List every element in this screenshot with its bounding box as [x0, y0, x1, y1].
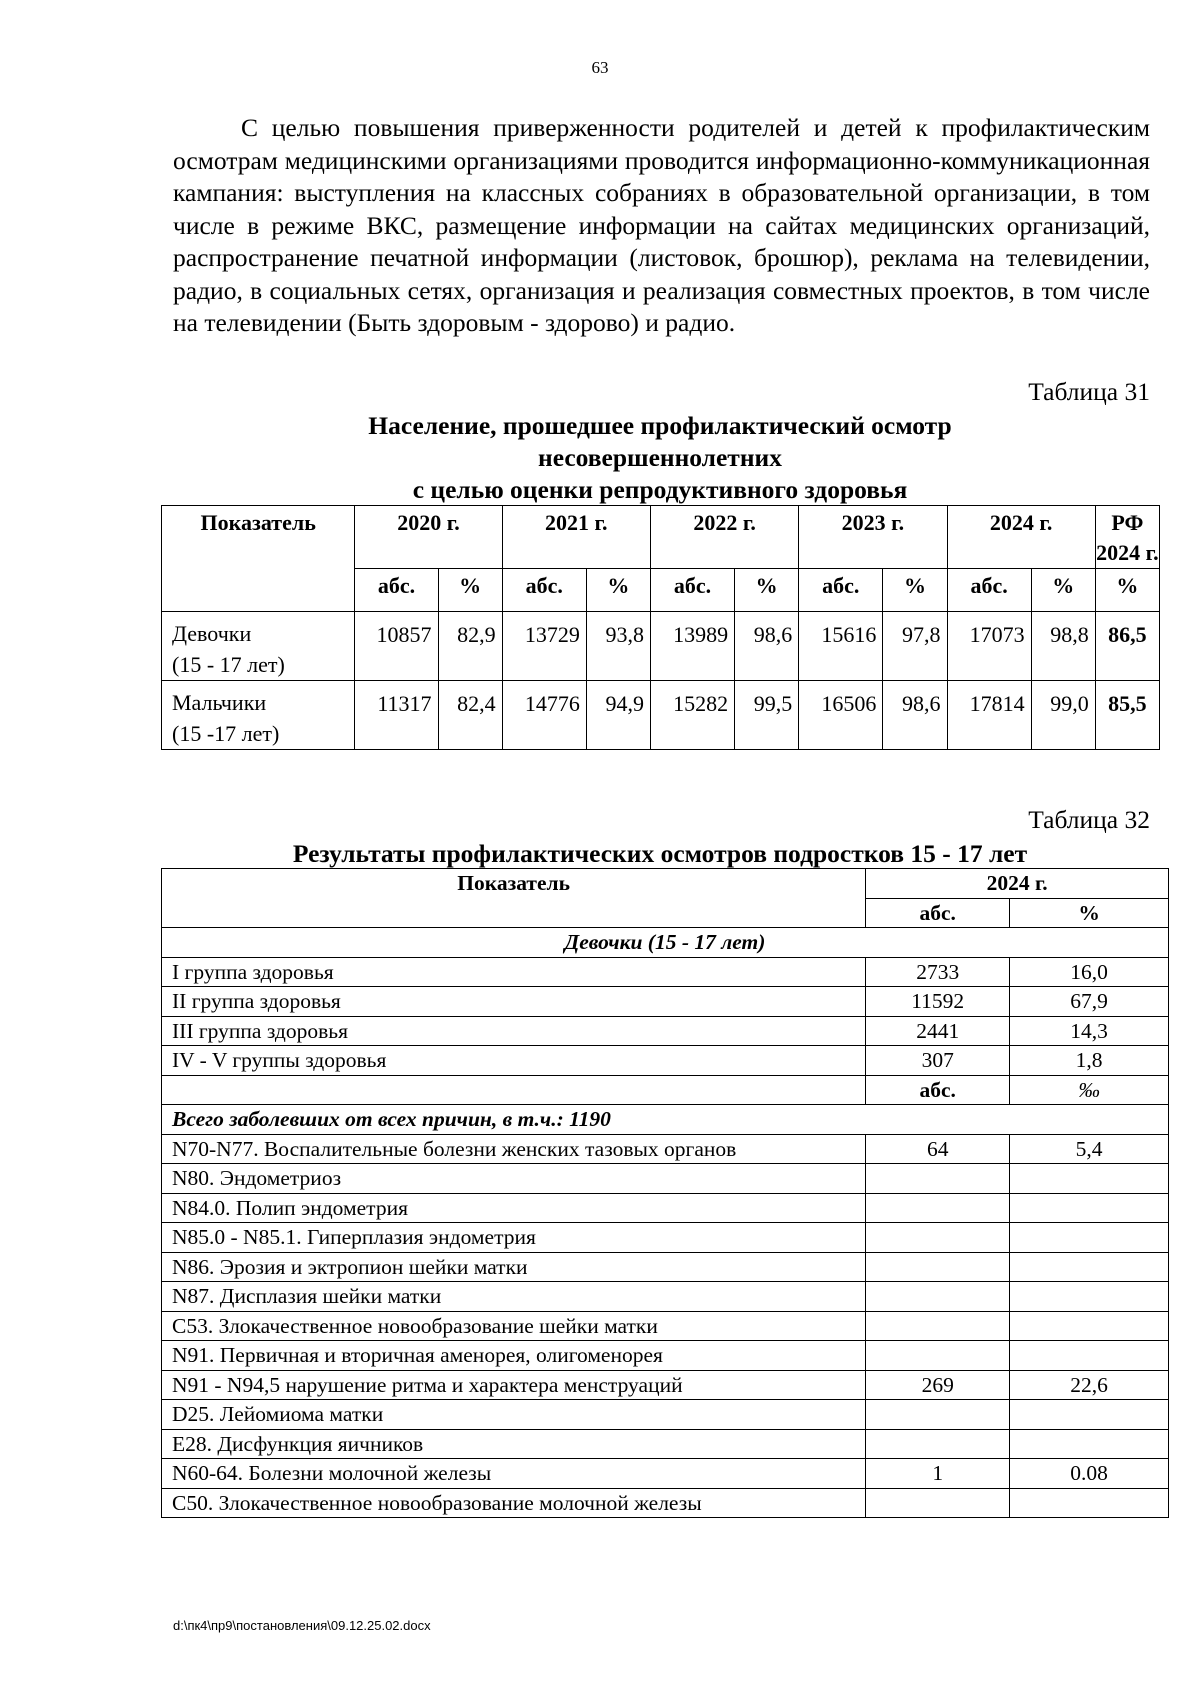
row-label: N85.0 - N85.1. Гиперплазия эндометрия	[162, 1223, 866, 1253]
table-31-header-row	[162, 506, 1160, 569]
page-number: 63	[591, 58, 609, 77]
cell	[866, 1341, 1010, 1371]
pct-header: %	[1031, 569, 1095, 612]
abs-header: абс.	[650, 569, 734, 612]
cell: 67,9	[1010, 987, 1169, 1017]
total-diseases: Всего заболевших от всех причин, в т.ч.: 1190	[162, 1105, 1169, 1135]
cell: 5,4	[1010, 1134, 1169, 1164]
year-header: 2023 г.	[799, 506, 947, 569]
cell: 13989	[650, 612, 734, 681]
table-32-header-row	[162, 869, 1169, 899]
row-label: C50. Злокачественное новообразование молочной железы	[162, 1488, 866, 1518]
empty-cell	[162, 1075, 866, 1105]
cell: 16,0	[1010, 957, 1169, 987]
table-32-label: Таблица 32	[1028, 805, 1150, 834]
cell: 11592	[866, 987, 1010, 1017]
cell: 94,9	[586, 681, 650, 750]
cell: 11317	[355, 681, 438, 750]
cell: 1	[866, 1459, 1010, 1489]
table-row	[162, 1341, 1169, 1371]
pct-header: %	[883, 569, 947, 612]
row-label: N84.0. Полип эндометрия	[162, 1193, 866, 1223]
abs-header: абс.	[866, 1075, 1010, 1105]
cell	[866, 1193, 1010, 1223]
cell	[1010, 1488, 1169, 1518]
cell: 64	[866, 1134, 1010, 1164]
subheader-row	[162, 1075, 1169, 1105]
table-31-title-line: с целью оценки репродуктивного здоровья	[412, 475, 908, 504]
rf-cell: 85,5	[1095, 681, 1159, 750]
pct-header: %	[735, 569, 799, 612]
cell	[866, 1223, 1010, 1253]
cell: 15282	[650, 681, 734, 750]
cell: 307	[866, 1046, 1010, 1076]
intro-text: С целью повышения приверженности родителей и детей к профилактическим осмотрам медицинскими организациями проводится информационно-коммуникационная кампания: выступления на классных собраниях в образовательной организации, в том числе в режиме ВКС, размещение информации на сайтах медицинских организаций, распространение печатной информации (листовок, брошюр), реклама на телевидении, радио, в социальных сетях, организация и реализация совместных проектов, в том числе на телевидении (Быть здоровым - здорово) и радио.	[173, 113, 1150, 337]
row-label: E28. Дисфункция яичников	[162, 1429, 866, 1459]
section-row	[162, 928, 1169, 958]
cell: 99,5	[735, 681, 799, 750]
cell	[866, 1282, 1010, 1312]
cell: 13729	[502, 612, 586, 681]
table-row	[162, 1429, 1169, 1459]
pct-header: %	[438, 569, 502, 612]
intro-paragraph	[173, 112, 1150, 340]
indicator-header: Показатель	[162, 869, 866, 928]
file-path-footer: d:\пк4\пр9\постановления\09.12.25.02.docx	[173, 1618, 431, 1633]
table-row	[162, 957, 1169, 987]
table-row	[162, 1164, 1169, 1194]
abs-header: абс.	[799, 569, 883, 612]
cell	[1010, 1282, 1169, 1312]
row-label: N70-N77. Воспалительные болезни женских тазовых органов	[162, 1134, 866, 1164]
cell: 17814	[947, 681, 1031, 750]
table-row	[162, 1046, 1169, 1076]
year-header: 2024 г.	[866, 869, 1169, 899]
section-heading: Девочки (15 - 17 лет)	[162, 928, 1169, 958]
cell: 15616	[799, 612, 883, 681]
table-row	[162, 1400, 1169, 1430]
year-header: 2022 г.	[650, 506, 798, 569]
cell: 22,6	[1010, 1370, 1169, 1400]
cell: 82,9	[438, 612, 502, 681]
abs-header: абс.	[355, 569, 438, 612]
table-row	[162, 1282, 1169, 1312]
table-31-title-line: несовершеннолетних	[538, 443, 782, 472]
row-label	[162, 612, 355, 681]
cell: 1,8	[1010, 1046, 1169, 1076]
row-label: III группа здоровья	[162, 1016, 866, 1046]
row-label: N91. Первичная и вторичная аменорея, олигоменорея	[162, 1341, 866, 1371]
table-32-title: Результаты профилактических осмотров подростков 15 - 17 лет	[292, 839, 1028, 868]
pct-header: %	[1010, 898, 1169, 928]
row-label-line: Девочки	[172, 621, 252, 646]
year-header: 2021 г.	[502, 506, 650, 569]
cell: 2733	[866, 957, 1010, 987]
table-row	[162, 1223, 1169, 1253]
cell	[1010, 1223, 1169, 1253]
table-row	[162, 1134, 1169, 1164]
permille-header: ‰	[1010, 1075, 1169, 1105]
row-label: C53. Злокачественное новообразование шейки матки	[162, 1311, 866, 1341]
table-31-label: Таблица 31	[1028, 377, 1150, 406]
pct-header: %	[1095, 569, 1159, 612]
cell: 0.08	[1010, 1459, 1169, 1489]
year-header: 2020 г.	[355, 506, 502, 569]
row-label: N86. Эрозия и эктропион шейки матки	[162, 1252, 866, 1282]
row-label	[162, 681, 355, 750]
table-row	[162, 987, 1169, 1017]
table-row	[162, 1370, 1169, 1400]
table-row	[162, 612, 1160, 681]
row-label: N87. Дисплазия шейки матки	[162, 1282, 866, 1312]
cell	[1010, 1164, 1169, 1194]
cell: 93,8	[586, 612, 650, 681]
row-label-line: Мальчики	[172, 690, 267, 715]
cell: 14,3	[1010, 1016, 1169, 1046]
table-row	[162, 1459, 1169, 1489]
cell	[1010, 1252, 1169, 1282]
rf-header	[1095, 506, 1159, 569]
table-row	[162, 1252, 1169, 1282]
table-31-title-line: Население, прошедшее профилактический осмотр	[368, 411, 952, 440]
table-row	[162, 1311, 1169, 1341]
cell: 16506	[799, 681, 883, 750]
abs-header: абс.	[866, 898, 1010, 928]
cell	[1010, 1193, 1169, 1223]
cell: 97,8	[883, 612, 947, 681]
health-groups	[162, 957, 1169, 1075]
table-31-title	[160, 410, 1160, 506]
rf-cell: 86,5	[1095, 612, 1159, 681]
row-label-line: (15 -17 лет)	[172, 721, 280, 746]
table-row	[162, 1016, 1169, 1046]
cell	[866, 1429, 1010, 1459]
cell	[1010, 1341, 1169, 1371]
cell	[1010, 1311, 1169, 1341]
cell	[866, 1488, 1010, 1518]
rf-header-line: РФ	[1111, 510, 1144, 535]
row-label: N91 - N94,5 нарушение ритма и характера менструаций	[162, 1370, 866, 1400]
cell	[1010, 1400, 1169, 1430]
indicator-header: Показатель	[162, 506, 355, 612]
cell: 98,6	[883, 681, 947, 750]
table-31	[161, 505, 1160, 750]
row-label: D25. Лейомиома матки	[162, 1400, 866, 1430]
cell: 10857	[355, 612, 438, 681]
table-row	[162, 681, 1160, 750]
cell	[1010, 1429, 1169, 1459]
table-row	[162, 1488, 1169, 1518]
cell: 98,8	[1031, 612, 1095, 681]
cell: 14776	[502, 681, 586, 750]
cell: 2441	[866, 1016, 1010, 1046]
table-row	[162, 1193, 1169, 1223]
row-label: N60-64. Болезни молочной железы	[162, 1459, 866, 1489]
cell	[866, 1311, 1010, 1341]
row-label: N80. Эндометриоз	[162, 1164, 866, 1194]
row-label: II группа здоровья	[162, 987, 866, 1017]
cell: 269	[866, 1370, 1010, 1400]
abs-header: абс.	[502, 569, 586, 612]
cell: 82,4	[438, 681, 502, 750]
disease-list	[162, 1134, 1169, 1518]
cell	[866, 1252, 1010, 1282]
table-32	[161, 868, 1169, 1518]
cell: 98,6	[735, 612, 799, 681]
total-row	[162, 1105, 1169, 1135]
abs-header: абс.	[947, 569, 1031, 612]
cell	[866, 1164, 1010, 1194]
row-label: I группа здоровья	[162, 957, 866, 987]
row-label-line: (15 - 17 лет)	[172, 652, 285, 677]
cell: 17073	[947, 612, 1031, 681]
year-header: 2024 г.	[947, 506, 1095, 569]
rf-header-line: 2024 г.	[1096, 540, 1159, 565]
pct-header: %	[586, 569, 650, 612]
cell	[866, 1400, 1010, 1430]
row-label: IV - V группы здоровья	[162, 1046, 866, 1076]
cell: 99,0	[1031, 681, 1095, 750]
